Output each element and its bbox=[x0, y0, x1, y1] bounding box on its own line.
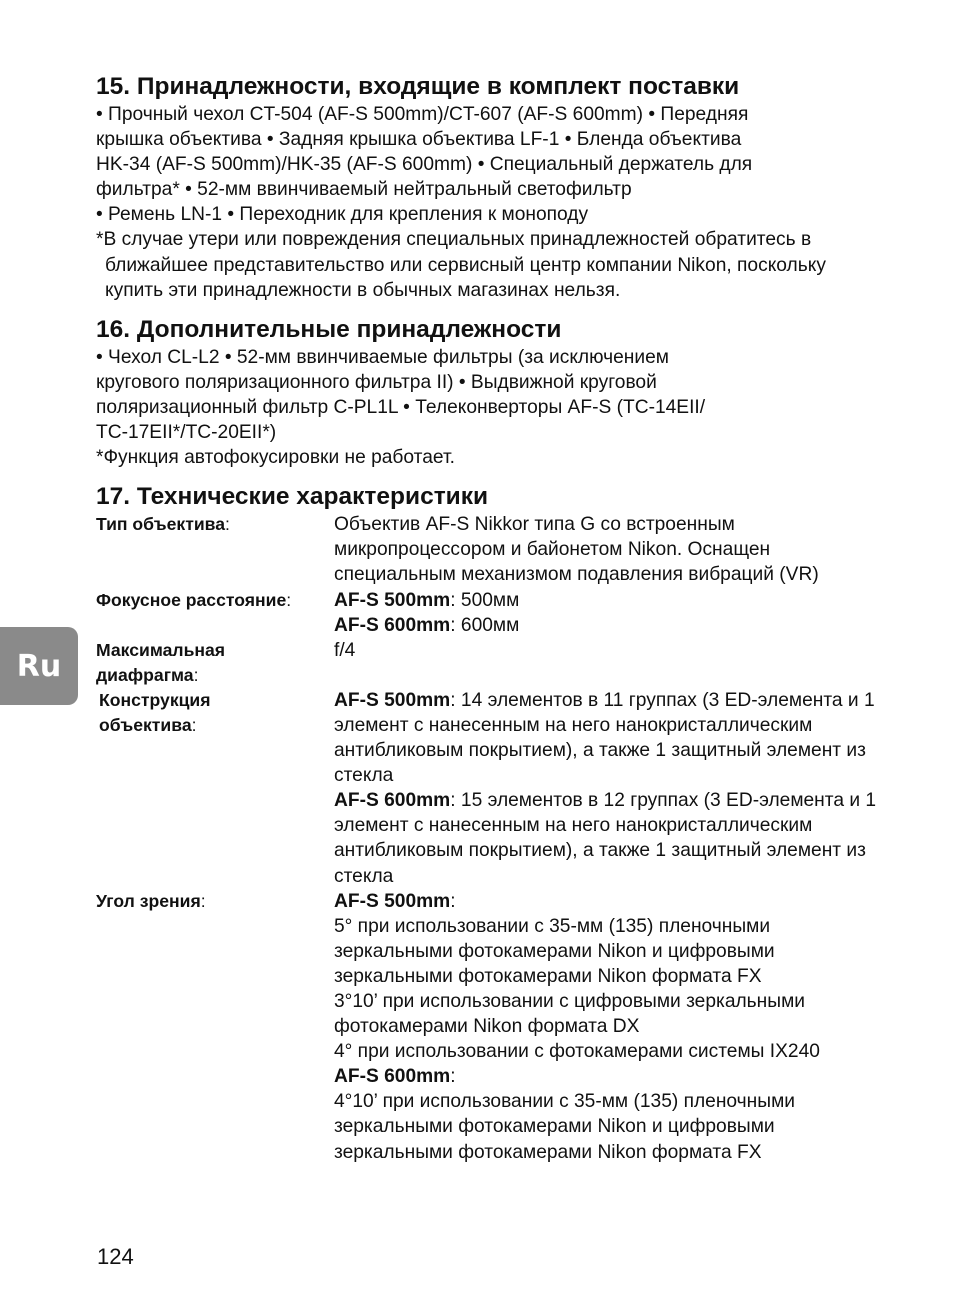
language-tab bbox=[0, 627, 78, 705]
spec-label-lens-type: Тип объектива: bbox=[96, 514, 230, 535]
section-16-title: 16. Дополнительные принадлежности bbox=[96, 315, 562, 343]
focal-500-value: : 500мм bbox=[450, 589, 520, 611]
spec-table bbox=[96, 512, 881, 1164]
section-15-line: • Прочный чехол CT-504 (AF-S 500mm)/CT-607 (AF-S 600mm) • Передняя bbox=[96, 104, 749, 125]
model-600: AF-S 600mm bbox=[334, 1066, 451, 1088]
section-15-line: HK-34 (AF-S 500mm)/HK-35 (AF-S 600mm) • Специальный держатель для bbox=[96, 154, 753, 176]
page-number: 124 bbox=[97, 1244, 134, 1269]
spec-value-lens-type: Объектив AF-S Nikkor типа G со встроенным микропроцессором и байонетом Nikon. Оснащен специальным механизмом подавления вибраций (VR) bbox=[334, 514, 819, 586]
section-15-line: • Ремень LN-1 • Переходник для крепления к моноподу bbox=[96, 204, 589, 226]
model-500: AF-S 500mm bbox=[334, 890, 451, 912]
angle-500-ix240: 4° при использовании с фотокамерами системы IX240 bbox=[334, 1041, 820, 1063]
section-15-title: 15. Принадлежности, входящие в комплект поставки bbox=[96, 73, 740, 100]
spec-label-text: Угол зрения bbox=[96, 890, 201, 911]
spec-label-text: диафрагма bbox=[96, 664, 194, 685]
section-16-footnote: *Функция автофокусировки не работает. bbox=[96, 447, 455, 469]
spec-label-construction: Конструкция объектива: bbox=[96, 688, 334, 889]
section-16-line: кругового поляризационного фильтра II) • Выдвижной круговой bbox=[96, 371, 657, 393]
section-15-footnote: *В случае утери или повреждения специальных принадлежностей обратитесь в ближайшее представительство или сервисный центр компании Nikon, поскольку купить эти принадлежности в обычных магазинах нельзя. bbox=[96, 229, 826, 301]
spec-value-focal-length bbox=[334, 588, 881, 638]
section-17 bbox=[96, 482, 881, 1164]
section-15-line: крышка объектива • Задняя крышка объектива LF-1 • Бленда объектива bbox=[96, 129, 742, 151]
model-500: AF-S 500mm bbox=[334, 689, 451, 711]
focal-600-value: : 600мм bbox=[450, 614, 520, 636]
page-content bbox=[96, 72, 881, 1165]
section-15 bbox=[96, 72, 881, 303]
section-16-line: TC-17EII*/TC-20EII*) bbox=[96, 422, 277, 444]
section-16 bbox=[96, 315, 881, 470]
language-tab-label: Ru bbox=[16, 648, 62, 684]
section-16-line: • Чехол CL-L2 • 52-мм ввинчиваемые фильтры (за исключением bbox=[96, 346, 669, 368]
spec-label-text: Конструкция bbox=[99, 689, 211, 710]
spec-label-text: Максимальная bbox=[96, 639, 226, 660]
spec-value-angle-of-view: AF-S 500mm: 5° при использовании с 35-мм (135) пленочными зеркальными фотокамерами Nikon и цифровыми зеркальными фотокамерами Nikon формата FX 3°10’ при использовании с цифровыми зеркальными фотокамерами Nikon формата DX 4° при использовании с фотокамерами системы IX240 AF-S 600mm: 4°10’ при использовании с 35-мм (135) пленочными зеркальными фотокамерами Nikon и цифровыми зеркальными фотокамерами Nikon формата FX bbox=[334, 889, 881, 1165]
model-600: AF-S 600mm bbox=[334, 790, 451, 812]
model-500: AF-S 500mm bbox=[334, 589, 451, 611]
construction-500-text: : 14 элементов в 11 группах (3 ED-элемента и 1 элемент с нанесенным на него нанокристаллическим антибликовым покрытием), а также 1 защитный элемент из стекла bbox=[334, 689, 875, 787]
spec-label-text: Тип объектива bbox=[96, 514, 226, 535]
spec-label-text: объектива bbox=[99, 714, 192, 735]
model-600: AF-S 600mm bbox=[334, 614, 451, 636]
spec-label-focal-length: Фокусное расстояние: bbox=[96, 589, 292, 610]
section-17-title: 17. Технические характеристики bbox=[96, 483, 489, 511]
angle-500-fx: 5° при использовании с 35-мм (135) пленочными зеркальными фотокамерами Nikon и цифровыми зеркальными фотокамерами Nikon формата FX bbox=[334, 915, 775, 987]
section-15-line: фильтра* • 52-мм ввинчиваемый нейтральный светофильтр bbox=[96, 179, 632, 201]
spec-label-angle-of-view: Угол зрения: bbox=[96, 890, 206, 911]
construction-600-text: : 15 элементов в 12 группах (3 ED-элемента и 1 элемент с нанесенным на него нанокристаллическим антибликовым покрытием), а также 1 защитный элемент из стекла bbox=[334, 790, 877, 887]
section-16-line: поляризационный фильтр C-PL1L • Телеконверторы AF-S (TC-14EII/ bbox=[96, 396, 706, 418]
angle-500-dx: 3°10’ при использовании с цифровыми зеркальными фотокамерами Nikon формата DX bbox=[334, 991, 805, 1038]
spec-value-construction bbox=[334, 688, 881, 889]
spec-label-max-aperture: Максимальная диафрагма: bbox=[96, 638, 334, 688]
spec-label-text: Фокусное расстояние bbox=[96, 589, 287, 610]
angle-600-fx: 4°10’ при использовании с 35-мм (135) пленочными зеркальными фотокамерами Nikon и цифровыми зеркальными фотокамерами Nikon формата FX bbox=[334, 1091, 795, 1163]
spec-value-max-aperture: f/4 bbox=[334, 639, 356, 661]
